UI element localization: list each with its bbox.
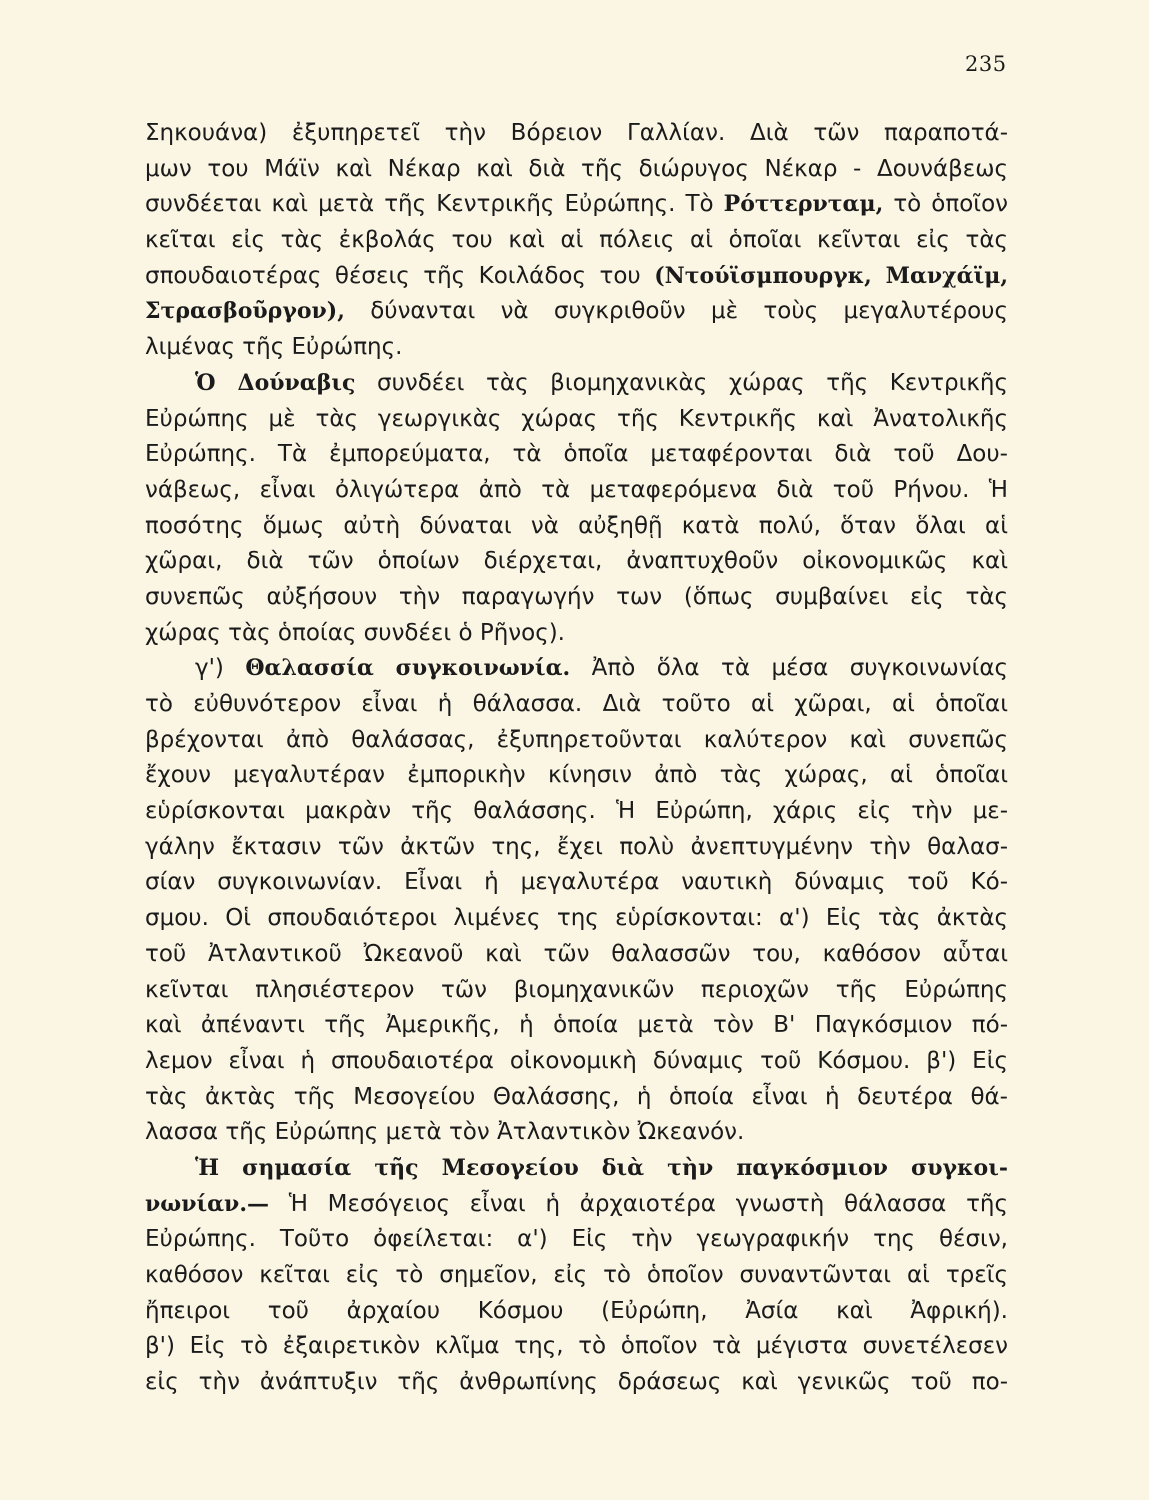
text-line [145,651,1008,687]
text-line: μων του Μάϊν καὶ Νέκαρ καὶ διὰ τῆς διώρυγος Νέκαρ - Δουνάβεως [145,155,1008,182]
text-line: Σηκουάνα) ἐξυπηρετεῖ τὴν Βόρειον Γαλλίαν. Διὰ τῶν παραποτά- [145,120,1008,146]
term-danube: Ὁ Δούναβις [195,369,356,396]
text-line: καὶ ἀπέναντι τῆς Ἀμερικῆς, ἡ ὁποία μετὰ τὸν Β' Παγκόσμιον πό- [145,1012,1008,1039]
page-number: 235 [965,52,1007,76]
text-span: σπουδαιοτέρας θέσεις τῆς Κοιλάδος του [145,262,641,289]
text-line: χώρας τὰς ὁποίας συνδέει ὁ Ρῆνος). [145,619,565,646]
text-line [145,1187,1008,1223]
text-line [145,1151,1008,1187]
text-span: Ἀπὸ ὅλα τὰ μέσα συγκοινωνίας [591,655,1009,682]
paragraph-rhine-rotterdam [145,116,1008,366]
text-span: συνδέεται καὶ μετὰ τῆς Κεντρικῆς Εὐρώπης. Τὸ [145,191,714,218]
paragraph-mediterranean [145,1151,1008,1401]
text-line: ἤπειροι τοῦ ἀρχαίου Κόσμου (Εὐρώπη, Ἀσία καὶ Ἀφρική). [145,1297,1008,1324]
section-heading-sea-transport: Θαλασσία συγκοινωνία. [245,655,571,682]
text-span: τὸ ὁποῖον [893,191,1008,218]
text-span: Ἡ Μεσόγειος εἶναι ἡ ἀρχαιοτέρα γνωστὴ θάλασσα τῆς [288,1190,1008,1217]
text-line: γάλην ἔκτασιν τῶν ἀκτῶν της, ἔχει πολὺ ἀνεπτυγμένην τὴν θαλασ- [145,833,1008,860]
text-line: λιμένας τῆς Εὐρώπης. [145,334,403,361]
section-heading-mediterranean-cont: νωνίαν.— [145,1190,269,1217]
text-line [145,259,1008,295]
text-line: κεῖνται πλησιέστερον τῶν βιομηχανικῶν περιοχῶν τῆς Εὐρώπης [145,976,1008,1003]
text-line: εὑρίσκονται μακρὰν τῆς θαλάσσης. Ἡ Εὐρώπη, χάρις εἰς τὴν με- [145,798,1008,825]
term-rhine-cities: (Ντούϊσμπουργκ, Μανχάϊμ, [654,262,1008,289]
text-line: τὰς ἀκτὰς τῆς Μεσογείου Θαλάσσης, ἡ ὁποία εἶναι ἡ δευτέρα θά- [145,1083,1008,1110]
text-line: σμου. Οἱ σπουδαιότεροι λιμένες της εὑρίσκονται: α') Εἰς τὰς ἀκτὰς [145,905,1008,932]
text-line: βρέχονται ἀπὸ θαλάσσας, ἐξυπηρετοῦνται καλύτερον καὶ συνεπῶς [145,726,1008,753]
text-line: εἰς τὴν ἀνάπτυξιν τῆς ἀνθρωπίνης δράσεως καὶ γενικῶς τοῦ πο- [145,1369,1008,1396]
text-span: δύνανται νὰ συγκριθοῦν μὲ τοὺς μεγαλυτέρους [370,298,1008,325]
term-strasbourg: Στρασβοῦργον), [145,298,345,325]
text-span: γ') [195,655,224,682]
text-line [145,366,1008,402]
text-line: σίαν συγκοινωνίαν. Εἶναι ἡ μεγαλυτέρα ναυτικὴ δύναμις τοῦ Κό- [145,869,1008,896]
page-body [145,116,1008,1401]
text-line: χῶραι, διὰ τῶν ὁποίων διέρχεται, ἀναπτυχθοῦν οἰκονομικῶς καὶ [145,548,1008,575]
text-line: νάβεως, εἶναι ὀλιγώτερα ἀπὸ τὰ μεταφερόμενα διὰ τοῦ Ρήνου. Ἡ [145,476,1008,503]
text-line: κεῖται εἰς τὰς ἐκβολάς του καὶ αἱ πόλεις αἱ ὁποῖαι κεῖνται εἰς τὰς [145,227,1008,254]
paragraph-danube [145,366,1008,652]
text-line: ποσότης ὅμως αὐτὴ δύναται νὰ αὐξηθῇ κατὰ πολύ, ὅταν ὅλαι αἱ [145,512,1008,539]
section-heading-mediterranean: Ἡ σημασία τῆς Μεσογείου διὰ τὴν παγκόσμιον συγκοι- [195,1154,1008,1181]
text-line: λεμον εἶναι ἡ σπουδαιοτέρα οἰκονομικὴ δύναμις τοῦ Κόσμου. β') Εἰς [145,1047,1008,1074]
text-line: Εὐρώπης μὲ τὰς γεωργικὰς χώρας τῆς Κεντρικῆς καὶ Ἀνατολικῆς [145,405,1008,432]
paragraph-sea-transport [145,651,1008,1151]
text-span: συνδέει τὰς βιομηχανικὰς χώρας τῆς Κεντρικῆς [377,369,1008,396]
text-line: τοῦ Ἀτλαντικοῦ Ὠκεανοῦ καὶ τῶν θαλασσῶν του, καθόσον αὗται [145,940,1008,967]
text-line: συνεπῶς αὐξήσουν τὴν παραγωγήν των (ὅπως συμβαίνει εἰς τὰς [145,583,1008,610]
text-line: Εὐρώπης. Τὰ ἐμπορεύματα, τὰ ὁποῖα μεταφέρονται διὰ τοῦ Δου- [145,441,1008,468]
text-line: ἔχουν μεγαλυτέραν ἐμπορικὴν κίνησιν ἀπὸ τὰς χώρας, αἱ ὁποῖαι [145,762,1008,789]
text-line: Εὐρώπης. Τοῦτο ὀφείλεται: α') Εἰς τὴν γεωγραφικήν της θέσιν, [145,1226,1008,1253]
text-line: καθόσον κεῖται εἰς τὸ σημεῖον, εἰς τὸ ὁποῖον συναντῶνται αἱ τρεῖς [145,1262,1008,1288]
text-line [145,294,1008,330]
term-rotterdam: Ρόττερνταμ, [723,191,884,218]
text-line: τὸ εὐθυνότερον εἶναι ἡ θάλασσα. Διὰ τοῦτο αἱ χῶραι, αἱ ὁποῖαι [145,691,1008,717]
text-line [145,187,1008,223]
text-line: λασσα τῆς Εὐρώπης μετὰ τὸν Ἀτλαντικὸν Ὠκεανόν. [145,1119,745,1146]
text-line: β') Εἰς τὸ ἐξαιρετικὸν κλῖμα της, τὸ ὁποῖον τὰ μέγιστα συνετέλεσεν [145,1333,1008,1360]
